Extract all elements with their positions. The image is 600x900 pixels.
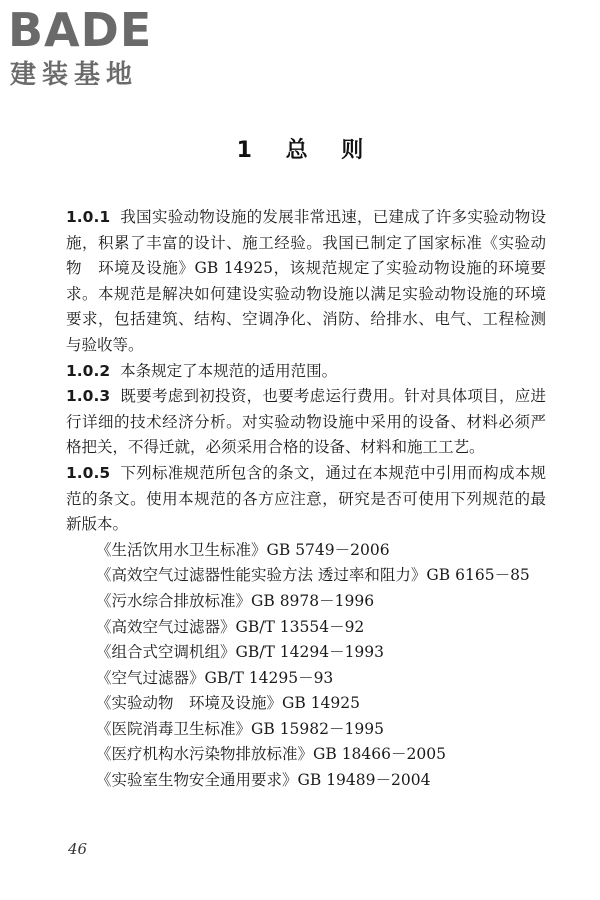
clause [66,359,546,385]
clause-text: 我国实验动物设施的发展非常迅速，已建成了许多实验动物设施，积累了丰富的设计、施工经验。我国已制定了国家标准《实验动物 环境及设施》GB 14925，该规范规定了实验动物设施的环境要求。本规范是解决如何建设实验动物设施以满足实验动物设施的环境要求，包括建筑、结构、空调净化、消防、给排水、电气、工程检测与验收等。 [66,208,546,354]
clause-number: 1.0.5 [66,463,111,482]
clause-text: 下列标准规范所包含的条文，通过在本规范中引用而构成本规范的条文。使用本规范的各方应注意，研究是否可使用下列规范的最新版本。 [66,463,546,534]
clause [66,205,546,359]
reference-item: 《高效空气过滤器》GB/T 13554－92 [96,617,365,636]
logo-subtitle: 建装基地 [10,60,139,90]
logo-wordmark: BADE [8,3,153,57]
reference-item: 《医疗机构水污染物排放标准》GB 18466－2005 [96,745,446,764]
reference-item: 《实验动物 环境及设施》GB 14925 [96,694,361,713]
reference-item: 《高效空气过滤器性能实验方法 透过率和阻力》GB 6165－85 [96,566,530,585]
reference-item: 《污水综合排放标准》GB 8978－1996 [96,591,375,610]
clause-number: 1.0.3 [66,387,111,406]
clause-text: 既要考虑到初投资，也要考虑运行费用。针对具体项目，应进行详细的技术经济分析。对实验动物设施中采用的设备、材料必须严格把关，不得迁就，必须采用合格的设备、材料和施工工艺。 [66,387,546,457]
page-number: 46 [68,840,88,858]
chapter-title: 1 总 则 [236,138,364,163]
clause [66,384,546,461]
reference-item: 《生活饮用水卫生标准》GB 5749－2006 [96,540,390,559]
clause-number: 1.0.2 [66,361,111,380]
clause-number: 1.0.1 [66,208,111,226]
reference-list [66,538,546,794]
reference-item: 《组合式空调机组》GB/T 14294－1993 [96,643,385,662]
reference-item: 《空气过滤器》GB/T 14295－93 [96,668,334,687]
clause-text: 本条规定了本规范的适用范围。 [120,361,338,380]
logo [8,4,178,92]
reference-item: 《医院消毒卫生标准》GB 15982－1995 [96,719,384,738]
body-text [66,205,546,794]
reference-item: 《实验室生物安全通用要求》GB 19489－2004 [96,771,431,790]
clause [66,461,546,538]
